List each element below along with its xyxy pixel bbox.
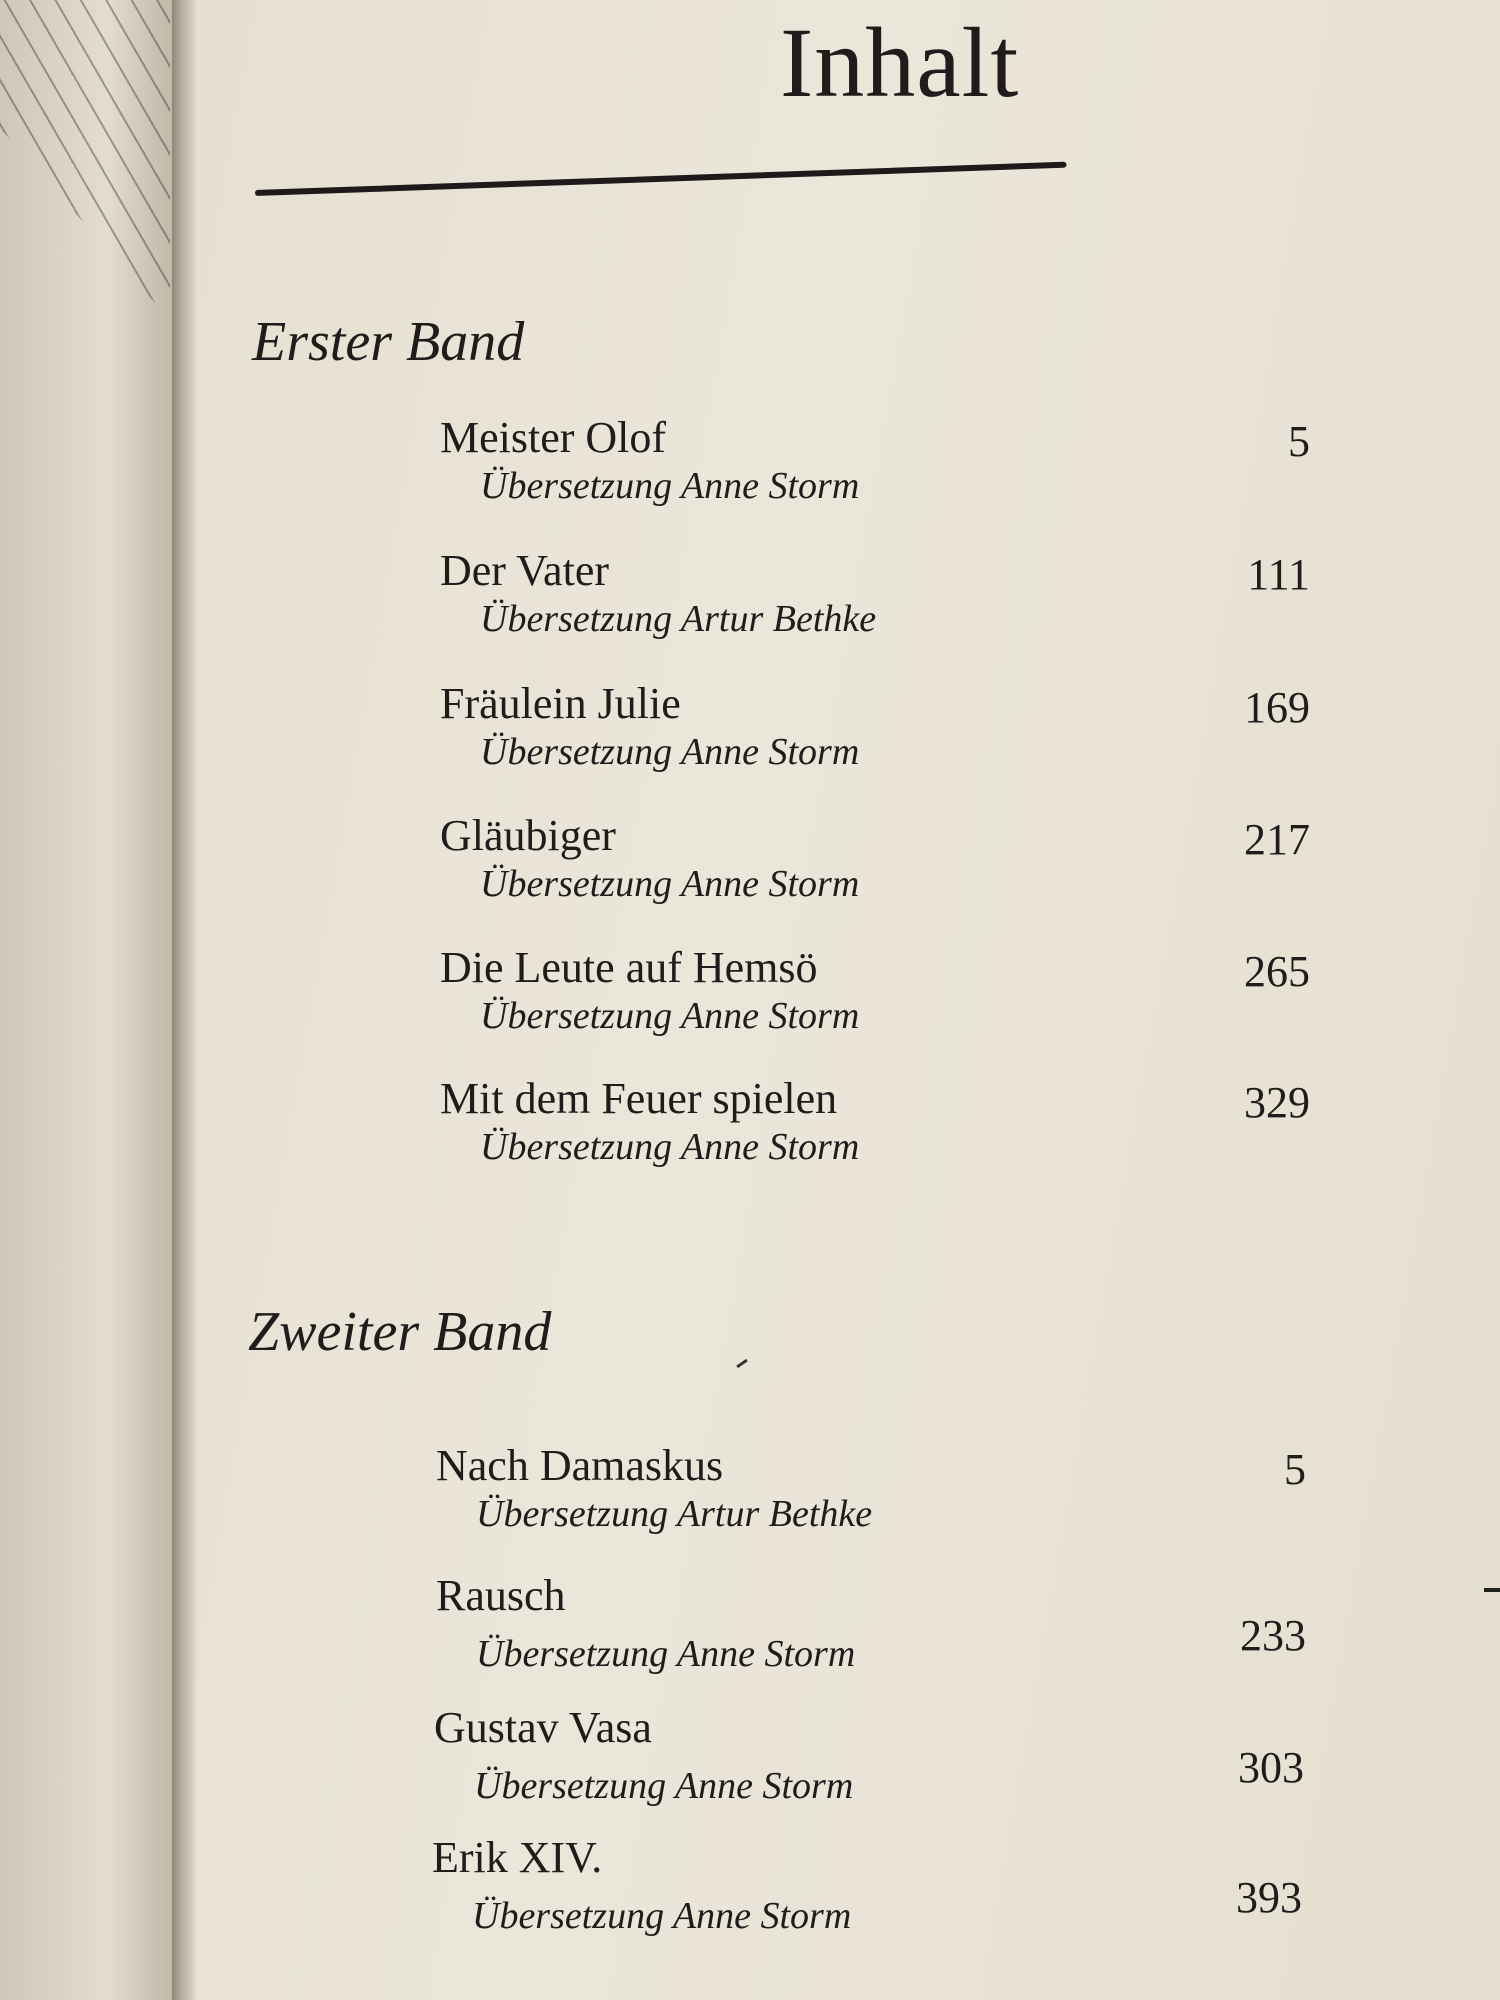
work-title: Rausch bbox=[436, 1571, 566, 1620]
work-title: Gläubiger bbox=[440, 811, 616, 860]
translator-credit: Übersetzung Anne Storm bbox=[480, 863, 860, 905]
book-gutter bbox=[172, 0, 198, 2000]
translator-credit: Übersetzung Anne Storm bbox=[472, 1895, 852, 1937]
page-number: 217 bbox=[1244, 815, 1310, 864]
translator-credit: Übersetzung Anne Storm bbox=[480, 1126, 860, 1168]
page-number: 111 bbox=[1247, 550, 1310, 599]
edge-mark bbox=[1484, 1588, 1500, 1592]
translator-credit: Übersetzung Anne Storm bbox=[476, 1633, 856, 1675]
page-number: 303 bbox=[1238, 1743, 1304, 1792]
translator-credit: Übersetzung Anne Storm bbox=[480, 731, 860, 773]
work-title: Die Leute auf Hemsö bbox=[440, 943, 818, 992]
page-number: 169 bbox=[1244, 683, 1310, 732]
translator-credit: Übersetzung Artur Bethke bbox=[480, 598, 877, 640]
page-number: 265 bbox=[1244, 947, 1310, 996]
page-number: 393 bbox=[1236, 1873, 1302, 1922]
section-heading-erster-band: Erster Band bbox=[252, 311, 525, 373]
work-title: Nach Damaskus bbox=[436, 1441, 724, 1490]
work-title: Mit dem Feuer spielen bbox=[440, 1074, 838, 1123]
translator-credit: Übersetzung Anne Storm bbox=[474, 1765, 854, 1807]
page-number: 5 bbox=[1288, 417, 1310, 466]
page-title: Inhalt bbox=[780, 7, 1020, 118]
left-page-edge bbox=[0, 0, 180, 2000]
page-number: 329 bbox=[1244, 1078, 1310, 1127]
translator-credit: Übersetzung Anne Storm bbox=[480, 995, 860, 1037]
work-title: Fräulein Julie bbox=[440, 679, 681, 728]
section-heading-zweiter-band: Zweiter Band bbox=[248, 1301, 552, 1363]
work-title: Erik XIV. bbox=[432, 1833, 603, 1882]
page-number: 5 bbox=[1284, 1445, 1306, 1494]
page-number: 233 bbox=[1240, 1611, 1306, 1660]
left-page-text-fragment bbox=[0, 0, 170, 320]
translator-credit: Übersetzung Artur Bethke bbox=[476, 1493, 873, 1535]
translator-credit: Übersetzung Anne Storm bbox=[480, 465, 860, 507]
work-title: Gustav Vasa bbox=[434, 1703, 652, 1752]
work-title: Der Vater bbox=[440, 546, 609, 595]
work-title: Meister Olof bbox=[440, 413, 667, 462]
